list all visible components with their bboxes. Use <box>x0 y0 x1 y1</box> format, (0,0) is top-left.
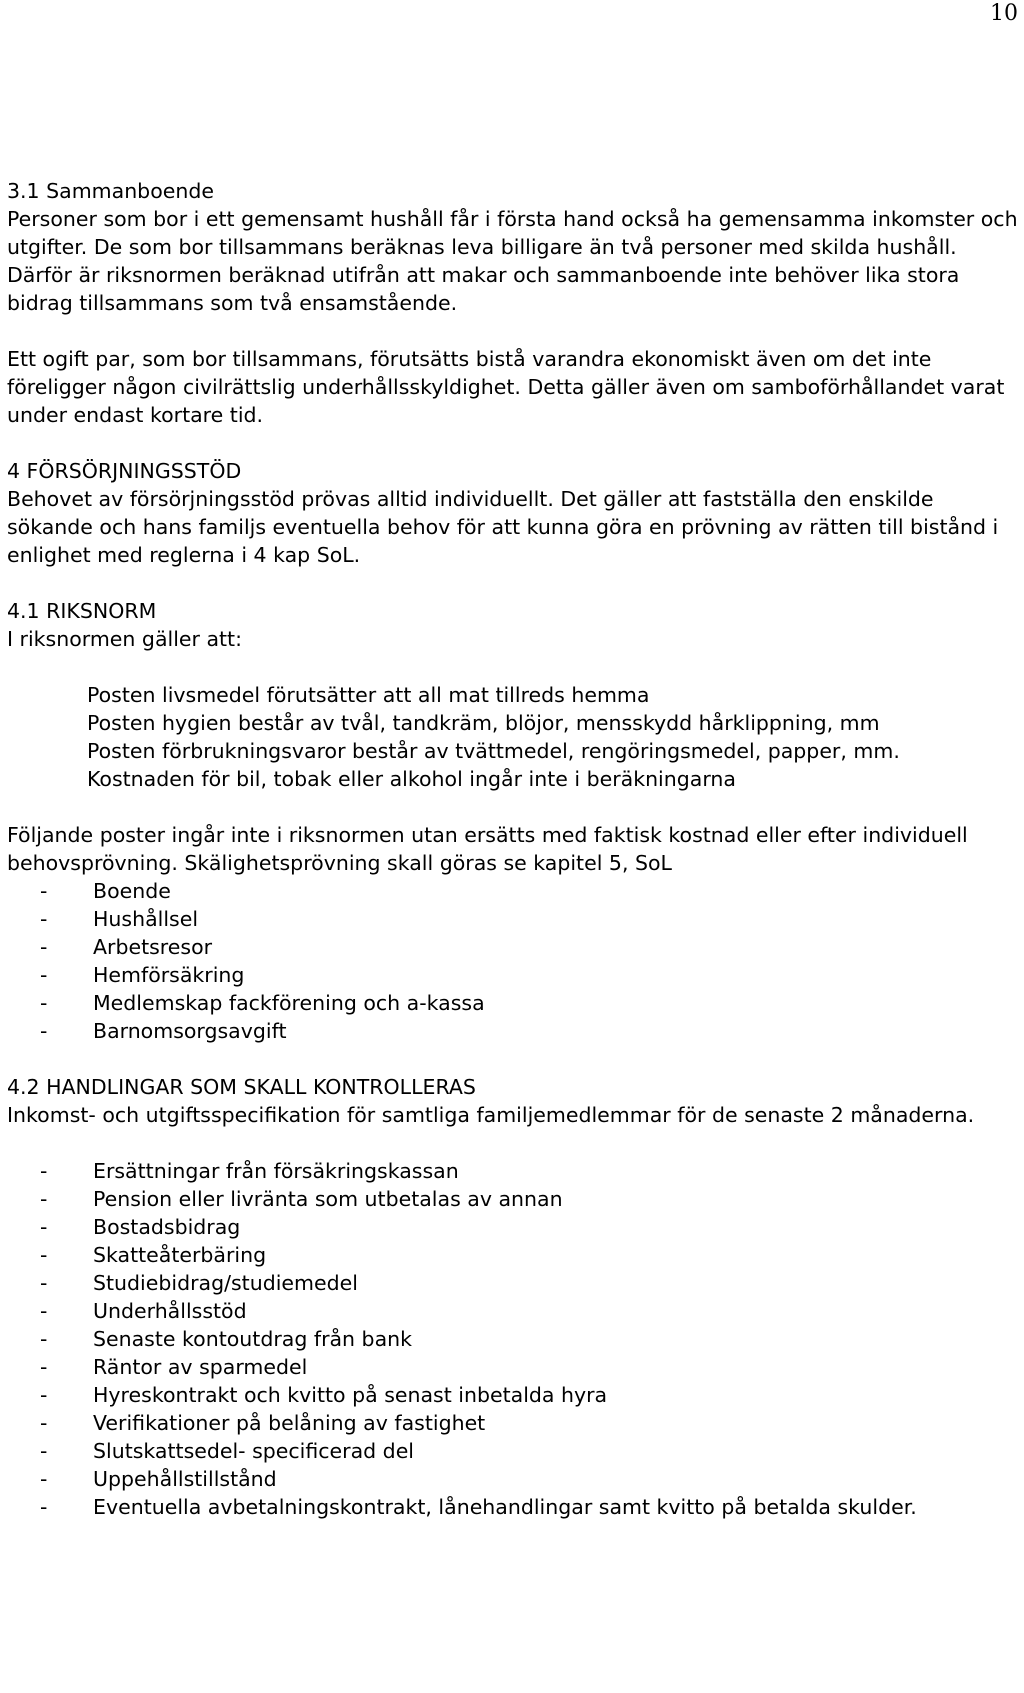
section-heading-4-2: 4.2 HANDLINGAR SOM SKALL KONTROLLERAS <box>7 1075 476 1099</box>
dash-marker: - <box>40 879 48 903</box>
list-item: - Hemförsäkring <box>40 963 245 987</box>
list-item: - Studiebidrag/studiemedel <box>40 1271 358 1295</box>
paragraph: I riksnormen gäller att: <box>7 627 242 651</box>
list-item: - Barnomsorgsavgift <box>40 1019 287 1043</box>
paragraph: Ett ogift par, som bor tillsammans, förutsätts bistå varandra ekonomiskt även om det inte föreligger någon civilrättslig underhållsskyldighet. Detta gäller även om samboförhållandet varat under endast kortare tid. <box>7 347 1005 427</box>
list-item: - Uppehållstillstånd <box>40 1467 277 1491</box>
page-number: 10 <box>990 1 1018 26</box>
dash-marker: - <box>40 1159 48 1183</box>
list-item: - Verifikationer på belåning av fastighet <box>40 1411 486 1435</box>
riksnorm-items <box>87 681 1019 793</box>
dash-marker: - <box>40 1215 48 1239</box>
excluded-items-list <box>7 877 1019 1045</box>
dash-marker: - <box>40 1495 48 1519</box>
paragraph: Inkomst- och utgiftsspecifikation för samtliga familjemedlemmar för de senaste 2 månaderna. <box>7 1103 975 1127</box>
riksnorm-item: Kostnaden för bil, tobak eller alkohol ingår inte i beräkningarna <box>87 767 736 791</box>
list-item: - Skatteåterbäring <box>40 1243 267 1267</box>
documents-list <box>7 1157 1019 1521</box>
dash-marker: - <box>40 963 48 987</box>
dash-marker: - <box>40 1271 48 1295</box>
dash-marker: - <box>40 1327 48 1351</box>
dash-marker: - <box>40 1383 48 1407</box>
dash-marker: - <box>40 1467 48 1491</box>
riksnorm-item: Posten livsmedel förutsätter att all mat tillreds hemma <box>87 683 650 707</box>
dash-marker: - <box>40 1355 48 1379</box>
list-item: - Pension eller livränta som utbetalas av annan <box>40 1187 563 1211</box>
paragraph: Behovet av försörjningsstöd prövas alltid individuellt. Det gäller att fastställa den enskilde sökande och hans familjs eventuella behov för att kunna göra en prövning av rätten till bistånd i enlighet med reglerna i 4 kap SoL. <box>7 487 999 567</box>
document-body <box>7 177 1019 1521</box>
dash-marker: - <box>40 935 48 959</box>
dash-marker: - <box>40 1439 48 1463</box>
dash-marker: - <box>40 1411 48 1435</box>
riksnorm-item: Posten hygien består av tvål, tandkräm, blöjor, mensskydd hårklippning, mm <box>87 711 880 735</box>
paragraph: Följande poster ingår inte i riksnormen utan ersätts med faktisk kostnad eller efter individuell behovsprövning. Skälighetsprövning skall göras se kapitel 5, SoL <box>7 823 968 875</box>
dash-marker: - <box>40 907 48 931</box>
dash-marker: - <box>40 991 48 1015</box>
paragraph: Personer som bor i ett gemensamt hushåll får i första hand också ha gemensamma inkomster och utgifter. De som bor tillsammans beräknas leva billigare än två personer med skilda hushåll. Därför är riksnormen beräknad utifrån att makar och sammanboende inte behöver lika stora bidrag tillsammans som två ensamstående. <box>7 207 1018 315</box>
list-item: - Ersättningar från försäkringskassan <box>40 1159 459 1183</box>
dash-marker: - <box>40 1299 48 1323</box>
list-item: - Medlemskap fackförening och a-kassa <box>40 991 485 1015</box>
dash-marker: - <box>40 1187 48 1211</box>
list-item: - Räntor av sparmedel <box>40 1355 308 1379</box>
list-item: - Arbetsresor <box>40 935 213 959</box>
section-heading-4: 4 FÖRSÖRJNINGSSTÖD <box>7 459 242 483</box>
list-item: - Hushållsel <box>40 907 199 931</box>
list-item: - Slutskattsedel- specificerad del <box>40 1439 415 1463</box>
dash-marker: - <box>40 1019 48 1043</box>
list-item: - Boende <box>40 879 171 903</box>
list-item: - Senaste kontoutdrag från bank <box>40 1327 413 1351</box>
riksnorm-item: Posten förbrukningsvaror består av tvättmedel, rengöringsmedel, papper, mm. <box>87 739 900 763</box>
section-heading-3-1: 3.1 Sammanboende <box>7 179 214 203</box>
dash-marker: - <box>40 1243 48 1267</box>
section-heading-4-1: 4.1 RIKSNORM <box>7 599 157 623</box>
list-item: - Hyreskontrakt och kvitto på senast inbetalda hyra <box>40 1383 608 1407</box>
list-item: - Underhållsstöd <box>40 1299 247 1323</box>
list-item: - Eventuella avbetalningskontrakt, lånehandlingar samt kvitto på betalda skulder. <box>40 1495 917 1519</box>
list-item: - Bostadsbidrag <box>40 1215 241 1239</box>
